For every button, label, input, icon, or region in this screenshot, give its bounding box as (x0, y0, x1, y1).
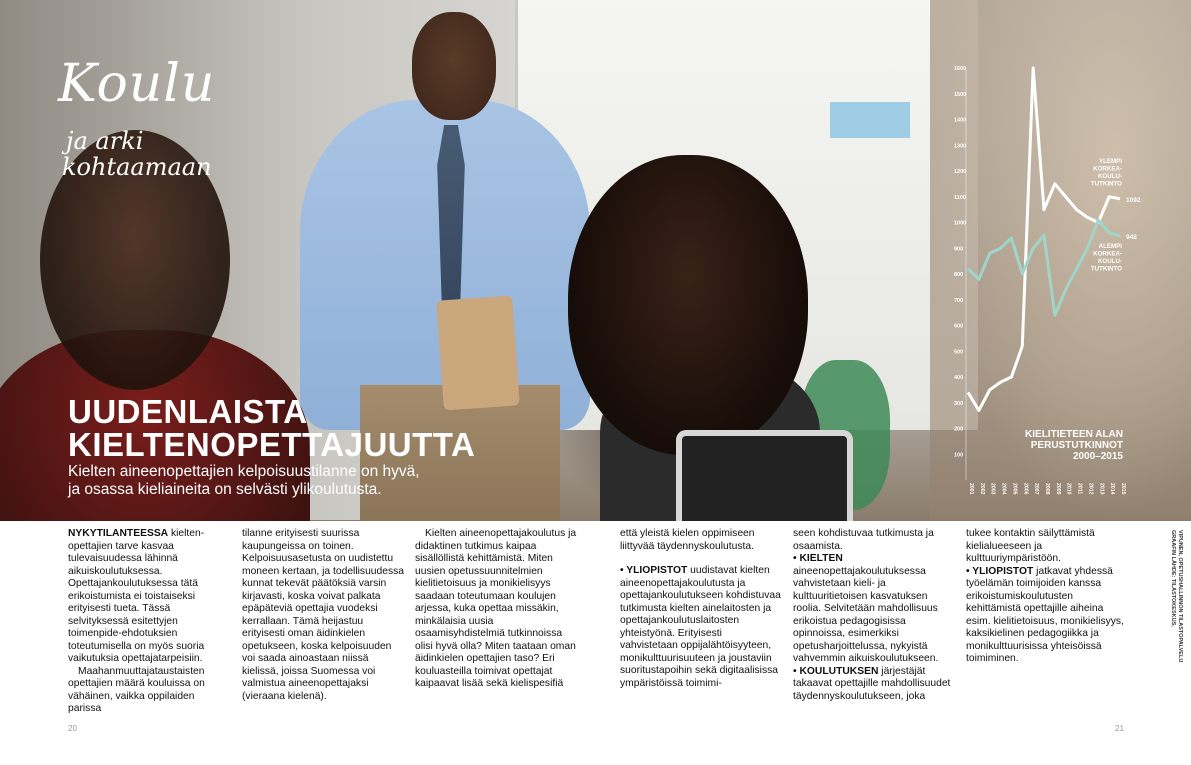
x-tick-label: 2004 (1000, 483, 1007, 495)
script-subtitle (62, 128, 212, 180)
y-tick-label: 100 (954, 452, 964, 459)
y-tick-label: 400 (954, 375, 964, 381)
series-name-label: KORKEA- (1093, 250, 1122, 258)
column-paragraph: seen kohdistuvaa tutkimusta ja osaamista. (793, 528, 934, 552)
y-tick-label: 1300 (954, 143, 967, 150)
bullet-lead: • YLIOPISTOT (620, 565, 688, 576)
text-column-3 (415, 528, 577, 691)
y-tick-label: 1200 (954, 169, 967, 175)
y-tick-label: 1500 (954, 91, 967, 98)
series-name-label: TUTKINTO (1090, 180, 1122, 188)
column-paragraph: tukee kontaktin säilyttämistä kielialueeseen ja kulttuuriympäristöön. (966, 528, 1095, 564)
y-tick-label: 1000 (954, 220, 967, 227)
text-column-5 (793, 528, 955, 703)
lead-line-1: Kielten aineenopettajien kelpoisuustilanne on hyvä, (68, 463, 420, 480)
graph-source-credit (1158, 528, 1188, 678)
column-paragraph: Maahanmuuttajataustaisten opettajien määrä kouluissa on vähäinen, vaikka oppilaiden parissa (68, 665, 205, 714)
y-tick-label: 1100 (954, 194, 966, 201)
x-tick-label: 2010 (1065, 483, 1072, 495)
teacher-head (412, 12, 496, 120)
article-headline (68, 395, 475, 461)
chart-title-line: 2000–2015 (1072, 451, 1123, 462)
series-name-label: TUTKINTO (1090, 265, 1122, 273)
column-lead-word: NYKYTILANTEESSA (68, 528, 169, 539)
chart-title-line: PERUSTUTKINNOT (1030, 440, 1123, 451)
column-paragraph: että yleistä kielen oppimiseen liittyvää täydennyskoulutusta. (620, 528, 755, 552)
series-name-label: KOULU- (1097, 172, 1122, 180)
series-end-label: 1092 (1126, 196, 1141, 204)
series-name-label: KOULU- (1097, 257, 1122, 265)
column-paragraph: Kielten aineenopettajakoulutus ja didaktinen tutkimus kaipaa sisällöllistä kehittämistä. Miten uusien opetussuunnitelmien kielitietoisuus ja monikielisyys saadaan toteutumaan koulujen arjessa, kuka opettaa missäkin, minkälaisia uusia osaamisyhdistelmiä tutkinnoissa olisi hyvä olla? Miten taataan oman äidinkielen opettajien taso? Eri kouluasteilla toimivat opettajat kaipaavat lisää sekä kielispesifiä (415, 528, 577, 689)
article-lead (68, 463, 468, 499)
degrees-line-chart (952, 60, 1142, 500)
text-column-1 (68, 528, 230, 716)
page-number-left: 20 (68, 724, 77, 733)
student-head (568, 155, 808, 455)
x-tick-label: 2003 (989, 483, 996, 495)
lead-line-2: ja osassa kieliaineita on selvästi ylikoulutusta. (68, 481, 382, 498)
credit-line-2: VIPUNEN, OPETUSHALLINNON TILASTOPALVELU (1177, 530, 1183, 663)
script-subtitle-line-1: ja arki (66, 127, 144, 155)
column-text: kieltenopettajien tarve kasvaa tulevaisuudessa lähinnä aikuiskoulutuksessa. Opettajankoulutuksessa tätä erikoistumista ei toistaiseksi erityisesti tueta. Tässä selvityksessä esitettyjen toimenpide-ehdotuksien toteutumisella on myös suoria vaikutuksia opettajatarpeisiin. (68, 528, 205, 664)
y-tick-label: 800 (954, 272, 964, 278)
x-tick-label: 2013 (1098, 483, 1105, 495)
teacher-tablet (436, 295, 519, 410)
bullet-lead: • KOULUTUKSEN (793, 665, 879, 677)
column-text: jatkavat yhdessä työelämän toimijoiden kanssa erikoistumiskoulutusten kehittämistä opettajille aiheina esim. kielitietoisuus, monikielisyys, kaksikielinen pedagogiikka ja monikulttuurisissa yhteisöissä toimiminen. (966, 565, 1124, 664)
x-tick-label: 2005 (1011, 483, 1018, 495)
column-text: aineenopettajakoulutuksessa vahvistetaan kieli- ja kulttuuritietoisen kasvatuksen roolia. Selvitetään mahdollisuus erikoistua pedagogisissa opinnoissa, esimerkiksi opetusharjoittelussa, nykyistä vahvemmin aikuiskoulutukseen. (793, 565, 939, 664)
board-poster (830, 102, 910, 138)
y-tick-label: 200 (954, 426, 964, 433)
series-name-label: ALEMPI (1098, 242, 1122, 250)
x-tick-label: 2006 (1022, 483, 1029, 495)
series-end-label: 948 (1126, 233, 1137, 241)
x-tick-label: 2009 (1054, 483, 1061, 495)
x-tick-label: 2001 (968, 483, 974, 495)
headline-line-1: UUDENLAISTA (68, 393, 308, 430)
y-tick-label: 700 (954, 297, 964, 304)
credit-line-1: GRAAFIN LÄHDE: TILASTOKESKUS, (1170, 530, 1176, 627)
y-tick-label: 600 (954, 323, 964, 330)
y-tick-label: 1400 (954, 117, 967, 124)
bullet-lead: • KIELTEN (793, 553, 843, 564)
chart-title-line: KIELITIETEEN ALAN (1025, 429, 1123, 440)
text-column-6 (966, 528, 1126, 666)
y-tick-label: 1600 (954, 66, 967, 72)
text-column-4 (620, 528, 782, 690)
x-tick-label: 2002 (978, 483, 985, 495)
script-title: Koulu (58, 54, 216, 114)
column-text: järjestäjät takaavat opettajille mahdollisuudet täydennyskoulutukseen, joka (793, 665, 951, 702)
x-tick-label: 2014 (1109, 483, 1116, 495)
headline-line-2: KIELTENOPETTAJUUTTA (68, 426, 476, 463)
x-tick-label: 2015 (1120, 483, 1126, 495)
x-tick-label: 2012 (1087, 483, 1094, 495)
laptop (676, 430, 853, 521)
y-tick-label: 500 (954, 349, 964, 356)
column-text: uudistavat kielten aineenopettajakoulutusta ja opettajankoulutukseen kohdistuvaa tutkimusta kielten ainelaitosten ja opettajankoulutuslaitosten yhteistyönä. Erityisesti vahvistetaan oppijalähtöisyyteen, monikulttuurisuuteen ja joustaviin suoritustapoihin sekä digitaalisissa ympäristöissä toimimi- (620, 565, 781, 689)
series-name-label: YLEMPI (1098, 157, 1122, 165)
series-name-label: KORKEA- (1093, 165, 1122, 173)
column-paragraph: tilanne erityisesti suurissa kaupungeissa on toinen. Kelpoisuusasetusta on uudistettu moneen kertaan, ja todellisuudessa kunnat tekevät päätöksiä varsin kirjavasti, koska voivat palkata epäpäteviä opettajia vuodeksi kerrallaan. Tämä heijastuu erityisesti oman äidinkielen opetukseen, koska kelpoisuuden voi saada ainoastaan niissä kielissä, joissa Suomessa voi valmistua aineenopettajaksi (vieraana kielenä). (242, 528, 404, 702)
x-tick-label: 2007 (1033, 483, 1040, 495)
page-number-right: 21 (1115, 724, 1124, 733)
y-tick-label: 900 (954, 246, 964, 253)
script-subtitle-line-2: kohtaamaan (62, 153, 212, 181)
x-tick-label: 2008 (1044, 483, 1050, 495)
bullet-lead: • YLIOPISTOT (966, 565, 1034, 577)
text-column-2 (242, 528, 404, 703)
x-tick-label: 2011 (1076, 483, 1083, 495)
y-tick-label: 300 (954, 400, 964, 407)
